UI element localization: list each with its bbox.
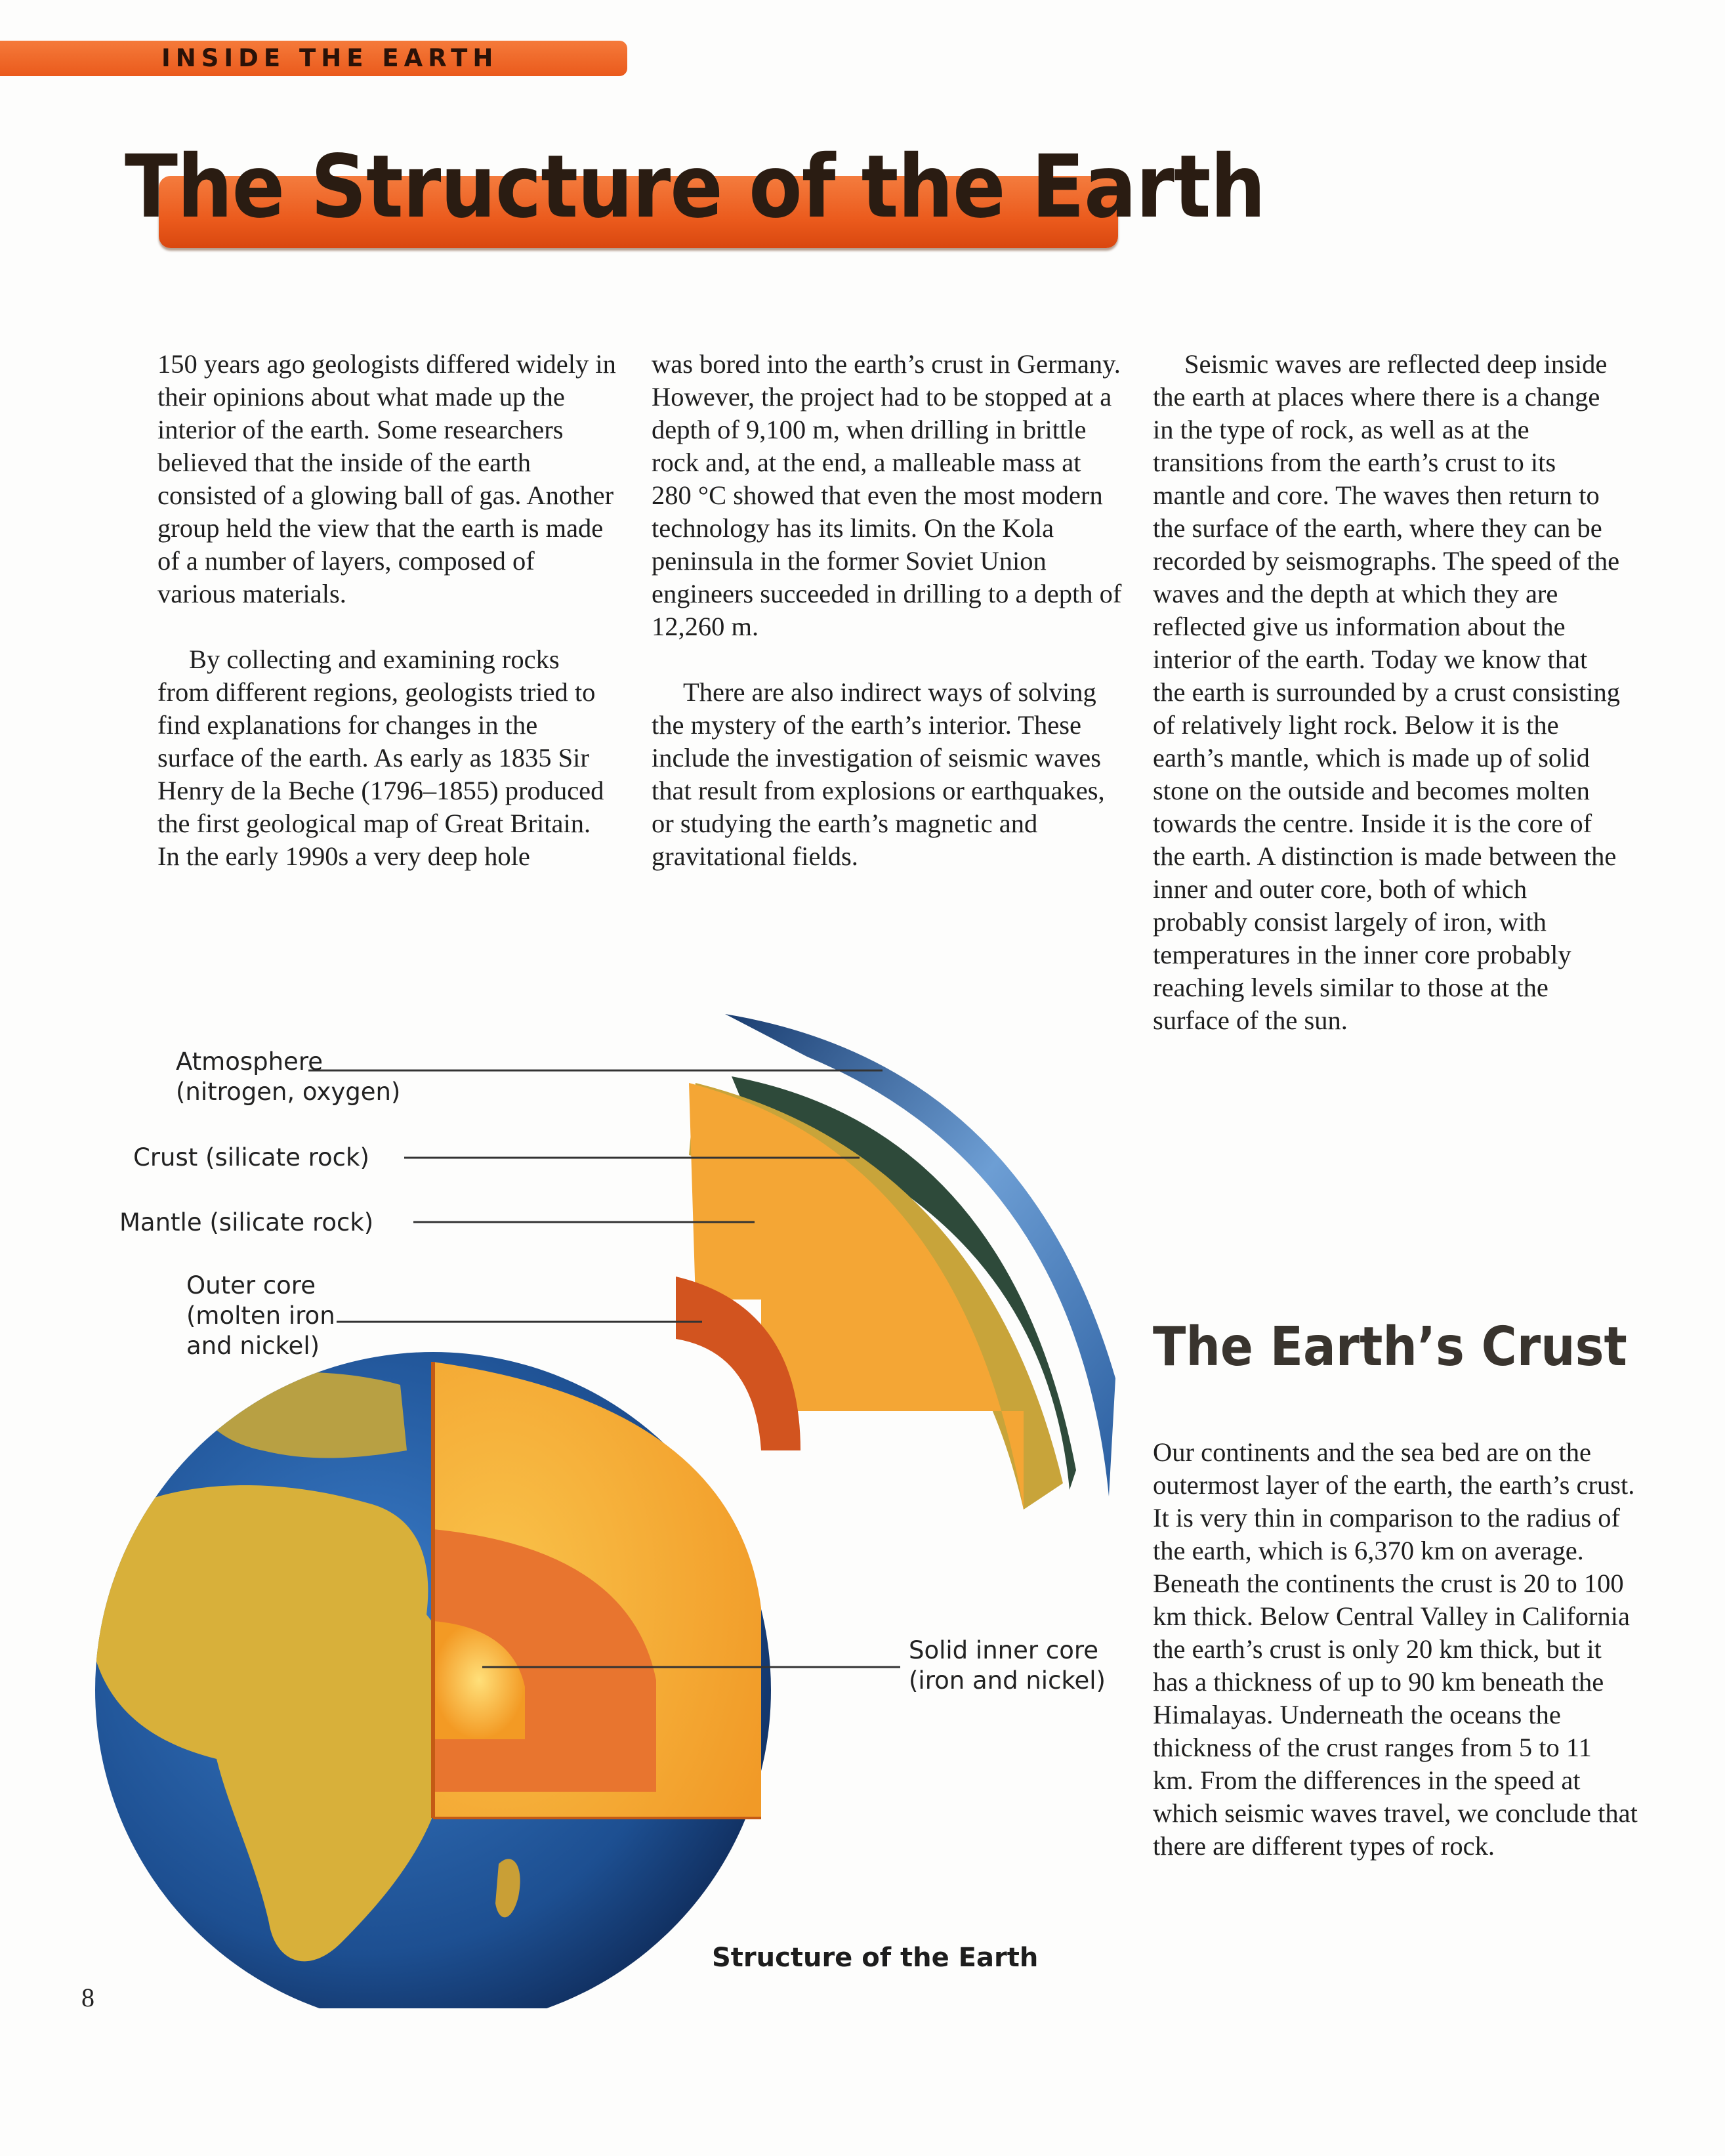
paragraph: Our continents and the sea bed are on the outermost layer of the earth, the earth’s crust. It is very thin in comparison to the radius of the earth, which is 6,370 km on average. Beneath the continents the crust is 20 to 100 km thick. Below Central Valley in California the earth’s crust is only 20 km thick, but it has a thickness of up to 90 km beneath the Himalayas. Underneath the oceans the thickness of the crust ranges from 5 to 11 km. From the differences in the speed at which seismic waves travel, we conclude that there are different types of rock. xyxy=(1153,1437,1638,1861)
page-number: 8 xyxy=(81,1983,94,2012)
paragraph: 150 years ago geologists differed widely in their opinions about what made up the interior of the earth. Some researchers believed that the inside of the earth consisted of a glowing ball of gas. Another group held the view that the earth is made of a number of layers, composed of various materials. xyxy=(157,349,616,608)
paragraph: By collecting and examining rocks from different regions, geologists tried to find explanations for changes in the surface of the earth. As early as 1835 Sir Henry de la Beche (1796–1855) produced the first geological map of Great Britain. In the early 1990s a very deep hole xyxy=(157,645,604,871)
atmosphere-label: Atmosphere (nitrogen, oxygen) xyxy=(176,1047,401,1106)
figure-caption: Structure of the Earth xyxy=(712,1943,1039,1973)
paragraph: Seismic waves are reflected deep inside the earth at places where there is a change in the type of rock, as well as at the transitions from the earth’s crust to its mantle and core. The waves then return to the surface of the earth, where they can be recorded by seismographs. The speed of the waves and the depth at which they are reflected give us information about the interior of the earth. Today we know that the earth is surrounded by a crust consisting of relatively light rock. Below it is the earth’s mantle, which is made up of solid stone on the outside and becomes molten towards the centre. Inside it is the core of the earth. A distinction is made between the inner and outer core, both of which probably consist largely of iron, with temperatures in the inner core probably reaching levels similar to those at the surface of the sun. xyxy=(1153,349,1620,1035)
text-column-2 xyxy=(652,348,1124,873)
section-label: INSIDE THE EARTH xyxy=(161,44,499,72)
section-heading: The Earth’s Crust xyxy=(1153,1316,1627,1378)
exploded-shells xyxy=(676,1014,1115,1510)
inner-core-label: Solid inner core (iron and nickel) xyxy=(909,1636,1106,1695)
page-title: The Structure of the Earth xyxy=(125,137,1266,238)
earth-structure-diagram xyxy=(0,984,1129,2008)
paragraph: was bored into the earth’s crust in Germany. However, the project had to be stopped at a depth of 9,100 m, when drilling in brittle rock and, at the end, a malleable mass at 280 °C showed that even the most modern technology has its limits. On the Kola peninsula in the former Soviet Union engineers succeeded in drilling to a depth of 12,260 m. xyxy=(652,349,1122,641)
mantle-label: Mantle (silicate rock) xyxy=(119,1208,374,1237)
globe xyxy=(81,1352,771,2008)
text-column-3 xyxy=(1153,348,1625,1037)
text-column-4 xyxy=(1153,1436,1638,1863)
outer-core-label: Outer core (molten iron and nickel) xyxy=(186,1271,335,1360)
crust-label: Crust (silicate rock) xyxy=(133,1143,369,1172)
earth-illustration xyxy=(0,984,1129,2008)
paragraph: There are also indirect ways of solving the mystery of the earth’s interior. These include the investigation of seismic waves that result from explosions or earthquakes, or studying the earth’s magnetic and gravitational fields. xyxy=(652,677,1105,871)
text-column-1 xyxy=(157,348,617,873)
